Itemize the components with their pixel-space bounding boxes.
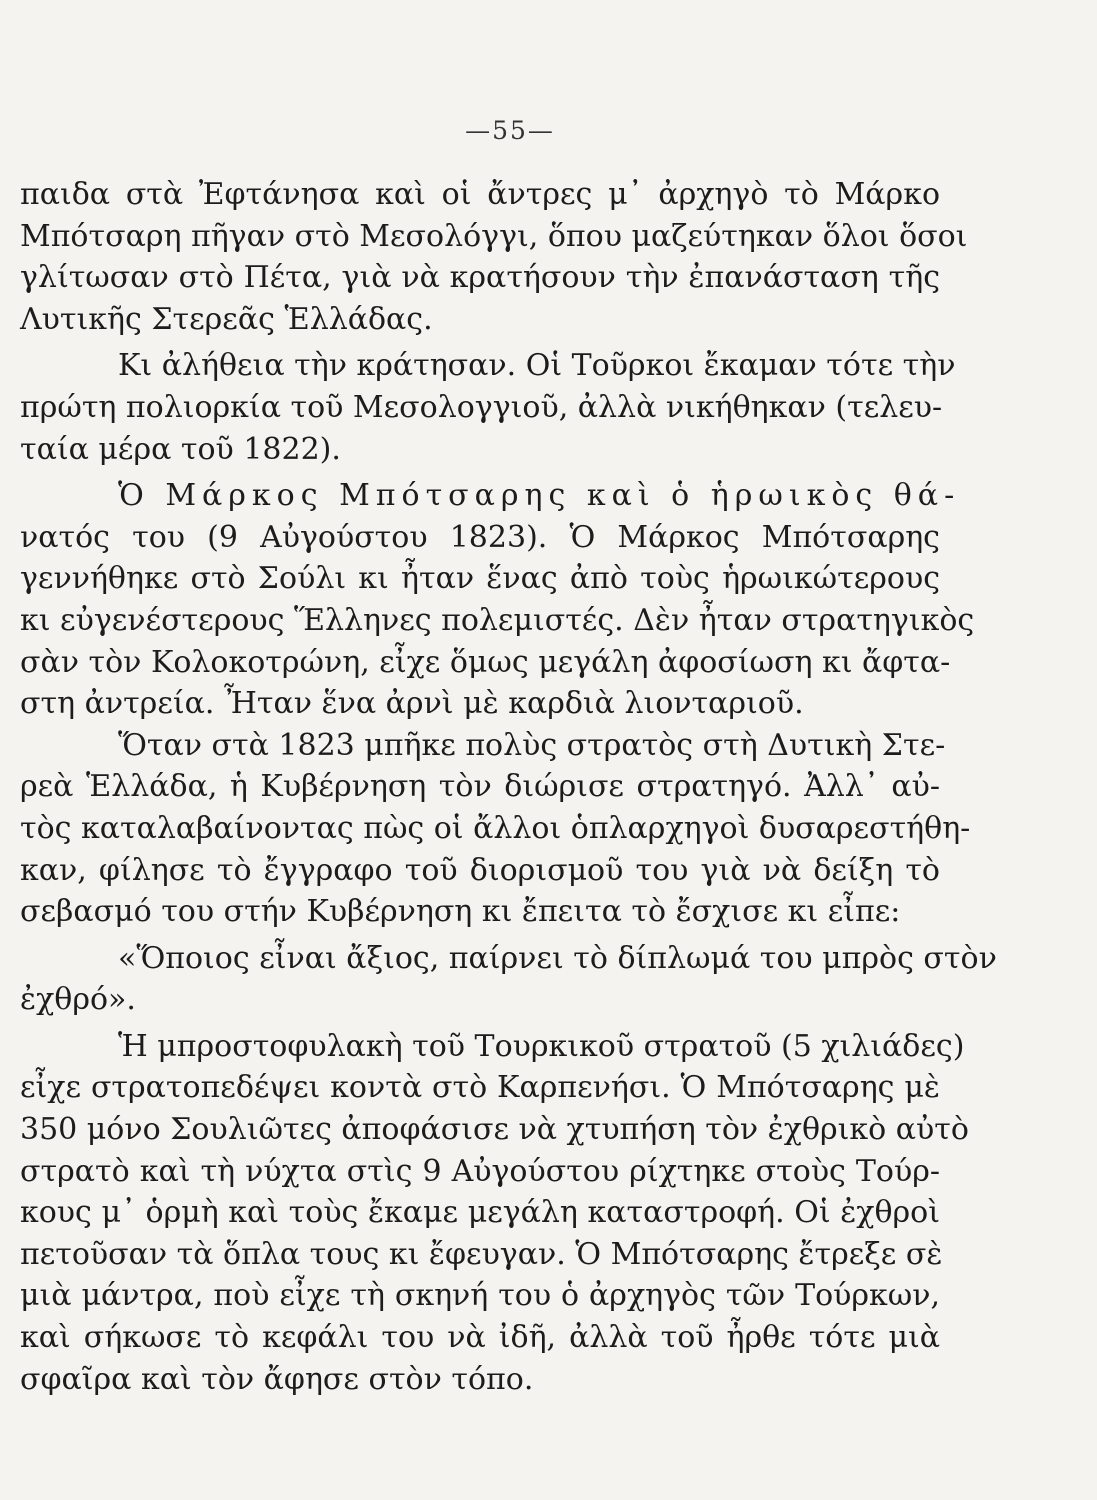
quote-line: ἐχθρό». — [20, 982, 136, 1018]
paragraph — [20, 475, 975, 725]
text-line: Λυτικῆς Στερεᾶς Ἑλλάδας. — [20, 301, 433, 337]
text-line: καν, φίλησε τὸ ἔγγραφο τοῦ διορισμοῦ του γιὰ νὰ δείξη τὸ — [20, 852, 940, 888]
section-heading-line: Ὁ Μάρκος Μπότσαρης καὶ ὁ ἡρωικὸς θά- — [118, 478, 961, 514]
paragraph — [20, 345, 956, 470]
text-line: γεννήθηκε στὸ Σούλι κι ἦταν ἕνας ἀπὸ τοὺς ἡρωικώτερους — [20, 561, 940, 597]
text-line: καὶ σήκωσε τὸ κεφάλι του νὰ ἰδῆ, ἀλλὰ τοῦ ἦρθε τότε μιὰ — [20, 1320, 940, 1356]
text-line: σεβασμό του στήν Κυβέρνηση κι ἔπειτα τὸ ἔσχισε κι εἶπε: — [20, 894, 901, 930]
paragraph — [20, 1026, 969, 1400]
text-line: νατός του (9 Αὐγούστου 1823). Ὁ Μάρκος Μπότσαρης — [20, 519, 940, 555]
text-line: στρατὸ καὶ τὴ νύχτα στὶς 9 Αὐγούστου ρίχτηκε στοὺς Τούρ- — [20, 1153, 940, 1189]
text-line: κι εὐγενέστερους Ἕλληνες πολεμιστές. Δὲν ἦταν στρατηγικὸς — [20, 602, 975, 638]
paragraph — [20, 174, 968, 340]
text-line: πρώτη πολιορκία τοῦ Μεσολογγιοῦ, ἀλλὰ νικήθηκαν (τελευ- — [20, 389, 943, 425]
text-line: ρεὰ Ἑλλάδα, ἡ Κυβέρνηση τὸν διώρισε στρατηγό. Ἀλλ᾽ αὐ- — [20, 769, 940, 805]
text-line: μιὰ μάντρα, ποὺ εἶχε τὴ σκηνή του ὁ ἀρχηγὸς τῶν Τούρκων, — [20, 1278, 940, 1314]
paragraph — [20, 938, 997, 1021]
text-line: στη ἀντρεία. Ἦταν ἕνα ἀρνὶ μὲ καρδιὰ λιονταριοῦ. — [20, 686, 804, 722]
text-line: 350 μόνο Σουλιῶτες ἀποφάσισε νὰ χτυπήση τὸν ἐχθρικὸ αὐτὸ — [20, 1112, 969, 1148]
text-line: παιδα στὰ Ἐφτάνησα καὶ οἱ ἄντρες μ᾽ ἀρχηγὸ τὸ Μάρκο — [20, 177, 940, 212]
quote-line: «Ὅποιος εἶναι ἄξιος, παίρνει τὸ δίπλωμά του μπρὸς στὸν — [118, 940, 997, 976]
page-number: —55— — [465, 116, 555, 145]
text-line: Μπότσαρη πῆγαν στὸ Μεσολόγγι, ὅπου μαζεύτηκαν ὅλοι ὅσοι — [20, 218, 968, 254]
text-line: εἶχε στρατοπεδέψει κοντὰ στὸ Καρπενήσι. Ὁ Μπότσαρης μὲ — [20, 1070, 940, 1106]
text-line: κους μ᾽ ὁρμὴ καὶ τοὺς ἔκαμε μεγάλη καταστροφή. Οἱ ἐχθροὶ — [20, 1195, 940, 1231]
text-line: τὸς καταλαβαίνοντας πὼς οἱ ἄλλοι ὁπλαρχηγοὶ δυσαρεστήθη- — [20, 810, 971, 846]
text-line: γλίτωσαν στὸ Πέτα, γιὰ νὰ κρατήσουν τὴν ἐπανάσταση τῆς — [20, 260, 940, 296]
text-line: σὰν τὸν Κολοκοτρώνη, εἶχε ὅμως μεγάλη ἀφοσίωση κι ἄφτα- — [20, 644, 951, 680]
text-line: ταία μέρα τοῦ 1822). — [20, 431, 341, 467]
page-text — [20, 174, 997, 1400]
text-line: Ὅταν στὰ 1823 μπῆκε πολὺς στρατὸς στὴ Δυτικὴ Στε- — [118, 727, 946, 763]
text-line: πετοῦσαν τὰ ὅπλα τους κι ἔφευγαν. Ὁ Μπότσαρης ἔτρεξε σὲ — [20, 1236, 943, 1272]
text-line: Κι ἀλήθεια τὴν κράτησαν. Οἱ Τοῦρκοι ἔκαμαν τότε τὴν — [118, 348, 956, 384]
paragraph — [20, 725, 971, 933]
text-line: σφαῖρα καὶ τὸν ἄφησε στὸν τόπο. — [20, 1361, 534, 1397]
text-line: Ἡ μπροστοφυλακὴ τοῦ Τουρκικοῦ στρατοῦ (5 χιλιάδες) — [118, 1028, 965, 1064]
